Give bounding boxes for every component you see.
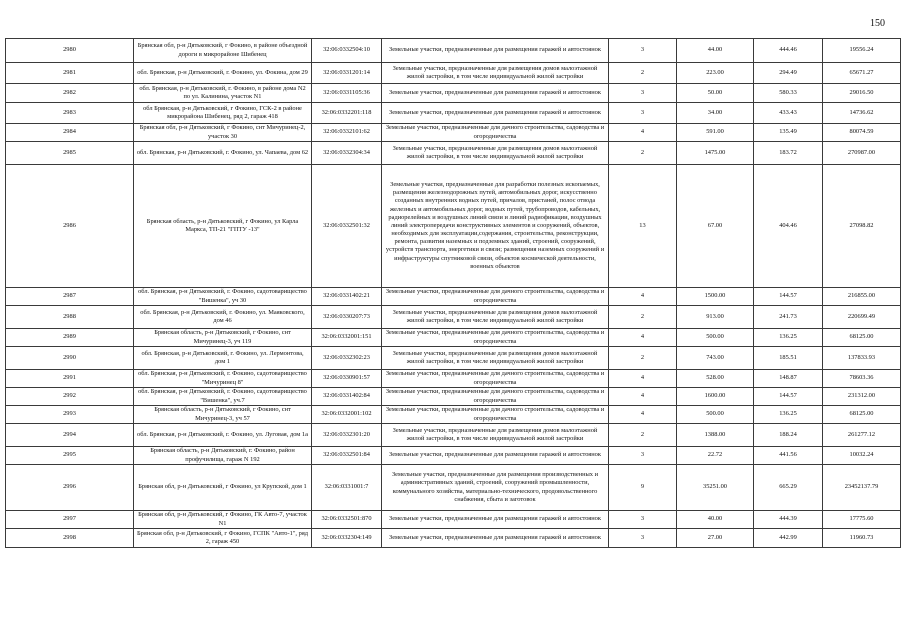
table-row — [6, 511, 901, 529]
cadastral-value-cell: 78603.36 — [823, 370, 901, 388]
purpose-cell: Земельные участки, предназначенные для дачного строительства, садоводства и огородничества — [382, 370, 609, 388]
area-cell: 1500.00 — [677, 288, 754, 306]
rate-cell: 183.72 — [754, 142, 823, 165]
area-cell: 500.00 — [677, 406, 754, 424]
purpose-cell: Земельные участки, предназначенные для дачного строительства, садоводства и огородничества — [382, 329, 609, 347]
cadastral-number-cell: 32:06:0332501:32 — [312, 165, 382, 288]
cadastral-value-cell: 14736.62 — [823, 103, 901, 124]
row-number: 2993 — [6, 406, 134, 424]
purpose-cell: Земельные участки, предназначенные для размещения домов малоэтажной жилой застройки, в том числе индивидуальной жилой застройки — [382, 424, 609, 447]
category-cell: 4 — [609, 124, 677, 142]
cadastral-number-cell: 32:06:0330207:73 — [312, 306, 382, 329]
purpose-cell: Земельные участки, предназначенные для размещения домов малоэтажной жилой застройки, в том числе индивидуальной жилой застройки — [382, 142, 609, 165]
rate-cell: 136.25 — [754, 406, 823, 424]
cadastral-value-cell: 17775.60 — [823, 511, 901, 529]
row-number: 2997 — [6, 511, 134, 529]
cadastral-value-cell: 65671.27 — [823, 63, 901, 84]
table-row — [6, 288, 901, 306]
purpose-cell: Земельные участки, предназначенные для размещения гаражей и автостоянок — [382, 511, 609, 529]
cadastral-value-cell: 19556.24 — [823, 39, 901, 63]
category-cell: 3 — [609, 84, 677, 103]
rate-cell: 444.39 — [754, 511, 823, 529]
rate-cell: 185.51 — [754, 347, 823, 370]
category-cell: 2 — [609, 142, 677, 165]
table-row — [6, 84, 901, 103]
table-row — [6, 165, 901, 288]
rate-cell: 136.25 — [754, 329, 823, 347]
cadastral-number-cell: 32:06:0331402:21 — [312, 288, 382, 306]
table-row — [6, 447, 901, 465]
cadastral-value-cell: 27098.82 — [823, 165, 901, 288]
address-cell: обл. Брянская, р-н Дятьковский, г. Фокино, ул. Фокина, дом 29 — [134, 63, 312, 84]
page-number: 150 — [870, 18, 885, 29]
cadastral-value-cell: 68125.00 — [823, 329, 901, 347]
purpose-cell: Земельные участки, предназначенные для размещения гаражей и автостоянок — [382, 447, 609, 465]
rate-cell: 444.46 — [754, 39, 823, 63]
row-number: 2985 — [6, 142, 134, 165]
cadastral-value-cell: 220699.49 — [823, 306, 901, 329]
cadastral-value-cell: 23452137.79 — [823, 465, 901, 511]
cadastral-number-cell: 32:06:0331001:7 — [312, 465, 382, 511]
area-cell: 1388.00 — [677, 424, 754, 447]
address-cell: обл. Брянская, р-н Дятьковский, г. Фокино, ул. Маяковского, дом 46 — [134, 306, 312, 329]
category-cell: 2 — [609, 306, 677, 329]
table-row — [6, 388, 901, 406]
address-cell: обл. Брянская, р-н Дятьковский, г. Фокино, ул. Лермонтова, дом 1 — [134, 347, 312, 370]
rate-cell: 580.33 — [754, 84, 823, 103]
address-cell: Брянская область, р-н Дятьковский, г Фокино, снт Мичуринец-3, уч 57 — [134, 406, 312, 424]
table-row — [6, 347, 901, 370]
category-cell: 13 — [609, 165, 677, 288]
area-cell: 1600.00 — [677, 388, 754, 406]
area-cell: 44.00 — [677, 39, 754, 63]
address-cell: обл. Брянская, р-н Дятьковский, г. Фокино, в районе дома N2 по ул. Калинина, участок N1 — [134, 84, 312, 103]
area-cell: 500.00 — [677, 329, 754, 347]
purpose-cell: Земельные участки, предназначенные для дачного строительства, садоводства и огородничества — [382, 406, 609, 424]
purpose-cell: Земельные участки, предназначенные для дачного строительства, садоводства и огородничества — [382, 124, 609, 142]
area-cell: 1475.00 — [677, 142, 754, 165]
category-cell: 2 — [609, 63, 677, 84]
address-cell: обл. Брянская, р-н Дятьковский, г. Фокино, садотоварищество "Вишенка", уч 30 — [134, 288, 312, 306]
land-plot-table — [5, 38, 901, 548]
row-number: 2996 — [6, 465, 134, 511]
address-cell: обл. Брянская, р-н Дятьковский, г. Фокино, ул. Чапаева, дом 62 — [134, 142, 312, 165]
address-cell: обл Брянская, р-н Дятьковский, г Фокино, ГСК-2 в районе микрорайона Шибенец, ряд 2, гараж 418 — [134, 103, 312, 124]
address-cell: Брянская обл, р-н Дятьковский, г Фокино, в районе объездной дороги в микрорайоне Шибенец — [134, 39, 312, 63]
rate-cell: 135.49 — [754, 124, 823, 142]
area-cell: 743.00 — [677, 347, 754, 370]
rate-cell: 404.46 — [754, 165, 823, 288]
cadastral-number-cell: 32:06:0332201:118 — [312, 103, 382, 124]
area-cell: 50.00 — [677, 84, 754, 103]
rate-cell: 144.57 — [754, 288, 823, 306]
rate-cell: 665.29 — [754, 465, 823, 511]
row-number: 2994 — [6, 424, 134, 447]
table-row — [6, 465, 901, 511]
cadastral-number-cell: 32:06:0332304:34 — [312, 142, 382, 165]
address-cell: Брянская область, р-н Дятьковский, г Фокино, снт Мичуринец-3, уч 119 — [134, 329, 312, 347]
address-cell: Брянская обл, р-н Дятьковский, г Фокино, ГК Авто-7, участок N1 — [134, 511, 312, 529]
cadastral-number-cell: 32:06:0332001:151 — [312, 329, 382, 347]
area-cell: 913.00 — [677, 306, 754, 329]
category-cell: 4 — [609, 388, 677, 406]
address-cell: обл. Брянская, р-н Дятьковский, г. Фокино, садотоварищество "Мичуринец 8" — [134, 370, 312, 388]
cadastral-value-cell: 10032.24 — [823, 447, 901, 465]
cadastral-value-cell: 68125.00 — [823, 406, 901, 424]
row-number: 2991 — [6, 370, 134, 388]
purpose-cell: Земельные участки, предназначенные для размещения производственных и административных зданий, строений, сооружений промышленности, коммунального хозяйства, материально-технического, продовольственного снабжения, сбыта и заготовок — [382, 465, 609, 511]
cadastral-number-cell: 32:06:0332001:102 — [312, 406, 382, 424]
category-cell: 3 — [609, 447, 677, 465]
cadastral-number-cell: 32:06:0332504:10 — [312, 39, 382, 63]
area-cell: 528.00 — [677, 370, 754, 388]
area-cell: 22.72 — [677, 447, 754, 465]
table-row — [6, 63, 901, 84]
area-cell: 34.00 — [677, 103, 754, 124]
purpose-cell: Земельные участки, предназначенные для размещения гаражей и автостоянок — [382, 529, 609, 548]
cadastral-value-cell: 137833.93 — [823, 347, 901, 370]
category-cell: 3 — [609, 511, 677, 529]
row-number: 2995 — [6, 447, 134, 465]
table-row — [6, 529, 901, 548]
area-cell: 591.00 — [677, 124, 754, 142]
category-cell: 9 — [609, 465, 677, 511]
area-cell: 35251.00 — [677, 465, 754, 511]
area-cell: 223.00 — [677, 63, 754, 84]
table-row — [6, 103, 901, 124]
row-number: 2981 — [6, 63, 134, 84]
rate-cell: 441.56 — [754, 447, 823, 465]
category-cell: 4 — [609, 370, 677, 388]
table-row — [6, 306, 901, 329]
row-number: 2988 — [6, 306, 134, 329]
table-row — [6, 329, 901, 347]
rate-cell: 148.87 — [754, 370, 823, 388]
cadastral-value-cell: 80074.59 — [823, 124, 901, 142]
row-number: 2998 — [6, 529, 134, 548]
address-cell: Брянская область, р-н Дятьковский, г Фокино, ул Карла Маркса, ТП-21 "ГПТУ -13" — [134, 165, 312, 288]
row-number: 2980 — [6, 39, 134, 63]
category-cell: 3 — [609, 529, 677, 548]
cadastral-number-cell: 32:06:0332304:149 — [312, 529, 382, 548]
row-number: 2984 — [6, 124, 134, 142]
row-number: 2992 — [6, 388, 134, 406]
row-number: 2990 — [6, 347, 134, 370]
table-body — [6, 39, 901, 548]
purpose-cell: Земельные участки, предназначенные для размещения гаражей и автостоянок — [382, 103, 609, 124]
row-number: 2983 — [6, 103, 134, 124]
address-cell: Брянская обл, р-н Дятьковский, г Фокино, ГСПК "Авто-1", ряд 2, гараж 450 — [134, 529, 312, 548]
rate-cell: 433.43 — [754, 103, 823, 124]
table-row — [6, 124, 901, 142]
rate-cell: 144.57 — [754, 388, 823, 406]
purpose-cell: Земельные участки, предназначенные для размещения гаражей и автостоянок — [382, 84, 609, 103]
cadastral-number-cell: 32:06:0332501:84 — [312, 447, 382, 465]
cadastral-number-cell: 32:06:0332501:870 — [312, 511, 382, 529]
cadastral-value-cell: 29016.50 — [823, 84, 901, 103]
table-row — [6, 370, 901, 388]
purpose-cell: Земельные участки, предназначенные для разработки полезных ископаемых, размещения железнодорожных путей, автомобильных дорог, искусственно созданных внутренних водных путей, причалов, пристаней, полос отвода железных и автомобильных дорог, водных путей, трубопроводов, кабельных, радиорелейных и воздушных линий связи и линий радиофикации, воздушных линий электропередачи конструктивных элементов и сооружений, объектов, необходимых для эксплуатации,содержания, строительства, реконструкции, ремонта, развития наземных и подземных зданий, строений, сооружений, устройств транспорта, энергетики и связи; размещения наземных сооружений и инфраструктуры спутниковой связи, объектов космической деятельности, военных объектов — [382, 165, 609, 288]
category-cell: 4 — [609, 406, 677, 424]
cadastral-value-cell: 270987.00 — [823, 142, 901, 165]
cadastral-number-cell: 32:06:0332301:20 — [312, 424, 382, 447]
category-cell: 2 — [609, 424, 677, 447]
cadastral-number-cell: 32:06:0331105:36 — [312, 84, 382, 103]
purpose-cell: Земельные участки, предназначенные для размещения домов малоэтажной жилой застройки, в том числе индивидуальной жилой застройки — [382, 306, 609, 329]
address-cell: Брянская область, р-н Дятьковский, г. Фокино, район профучилища, гараж N 192 — [134, 447, 312, 465]
table-row — [6, 424, 901, 447]
table-row — [6, 406, 901, 424]
row-number: 2989 — [6, 329, 134, 347]
category-cell: 2 — [609, 347, 677, 370]
table-row — [6, 39, 901, 63]
rate-cell: 442.99 — [754, 529, 823, 548]
rate-cell: 294.49 — [754, 63, 823, 84]
cadastral-number-cell: 32:06:0330901:57 — [312, 370, 382, 388]
purpose-cell: Земельные участки, предназначенные для размещения гаражей и автостоянок — [382, 39, 609, 63]
cadastral-number-cell: 32:06:0332101:62 — [312, 124, 382, 142]
table-row — [6, 142, 901, 165]
cadastral-value-cell: 261277.12 — [823, 424, 901, 447]
cadastral-number-cell: 32:06:0331402:84 — [312, 388, 382, 406]
address-cell: Брянская обл, р-н Дятьковский, г Фокино, ул Крупской, дом 1 — [134, 465, 312, 511]
address-cell: обл. Брянская, р-н Дятьковский, г. Фокино, садотоварищество "Вишенка", уч.7 — [134, 388, 312, 406]
cadastral-value-cell: 231312.00 — [823, 388, 901, 406]
row-number: 2986 — [6, 165, 134, 288]
address-cell: Брянская обл, р-н Дятьковский, г Фокино, снт Мичуринец-2, участок 30 — [134, 124, 312, 142]
area-cell: 27.00 — [677, 529, 754, 548]
rate-cell: 188.24 — [754, 424, 823, 447]
purpose-cell: Земельные участки, предназначенные для размещения домов малоэтажной жилой застройки, в том числе индивидуальной жилой застройки — [382, 63, 609, 84]
area-cell: 67.00 — [677, 165, 754, 288]
row-number: 2987 — [6, 288, 134, 306]
cadastral-value-cell: 216855.00 — [823, 288, 901, 306]
cadastral-value-cell: 11960.73 — [823, 529, 901, 548]
cadastral-number-cell: 32:06:0332302:23 — [312, 347, 382, 370]
purpose-cell: Земельные участки, предназначенные для дачного строительства, садоводства и огородничества — [382, 288, 609, 306]
category-cell: 3 — [609, 39, 677, 63]
rate-cell: 241.73 — [754, 306, 823, 329]
purpose-cell: Земельные участки, предназначенные для размещения домов малоэтажной жилой застройки, в том числе индивидуальной жилой застройки — [382, 347, 609, 370]
area-cell: 40.00 — [677, 511, 754, 529]
purpose-cell: Земельные участки, предназначенные для дачного строительства, садоводства и огородничества — [382, 388, 609, 406]
row-number: 2982 — [6, 84, 134, 103]
category-cell: 4 — [609, 329, 677, 347]
cadastral-number-cell: 32:06:0331201:14 — [312, 63, 382, 84]
category-cell: 4 — [609, 288, 677, 306]
category-cell: 3 — [609, 103, 677, 124]
address-cell: обл. Брянская, р-н Дятьковский, г. Фокино, ул. Луговая, дом 1а — [134, 424, 312, 447]
